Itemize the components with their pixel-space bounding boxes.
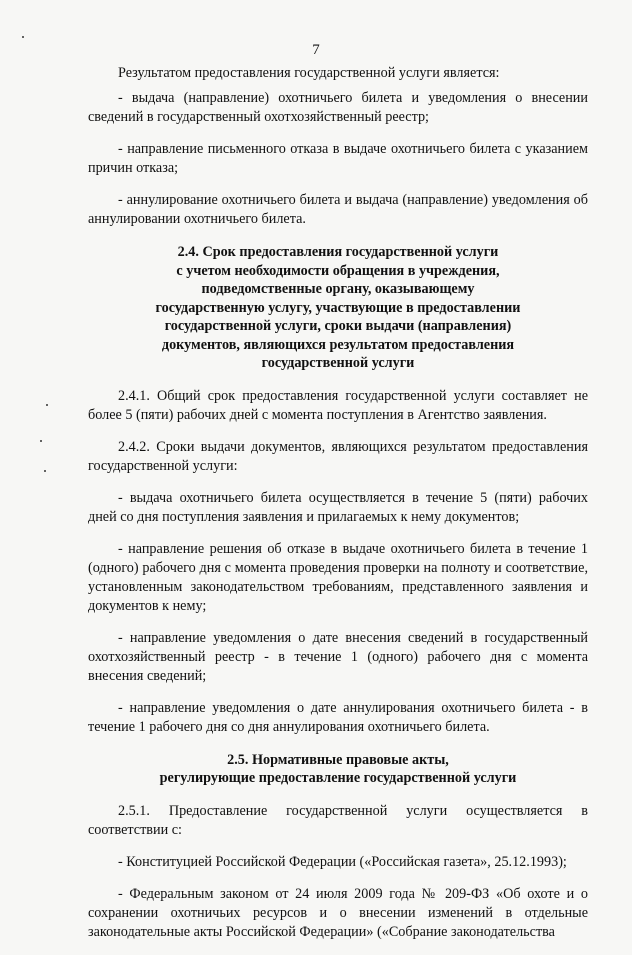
paragraph: - направление уведомления о дате внесения сведений в государственный охотхозяйственный реестр - в течение 1 (одного) рабочего дня с момента внесения сведений; xyxy=(88,629,588,684)
scan-speck xyxy=(46,404,48,406)
paragraph: - направление уведомления о дате аннулирования охотничьего билета - в течение 1 рабочего дня со дня аннулирования охотничьего билета. xyxy=(88,699,588,735)
page-number: 7 xyxy=(312,42,320,58)
paragraph: - Федеральным законом от 24 июля 2009 года № 209-ФЗ «Об охоте и о сохранении охотничьих ресурсов и о внесении изменений в отдельные законодательные акты Российской Федерации» («Собрание законодательства xyxy=(88,885,588,940)
paragraph: - выдача охотничьего билета осуществляется в течение 5 (пяти) рабочих дней со дня поступления заявления и прилагаемых к нему документов; xyxy=(88,489,588,525)
heading-line: с учетом необходимости обращения в учреждения, xyxy=(176,262,500,279)
heading-line: документов, являющихся результатом предоставления xyxy=(161,336,515,353)
section-heading-2-4 xyxy=(88,243,588,373)
paragraph: 2.5.1. Предоставление государственной услуги осуществляется в соответствии с: xyxy=(88,802,588,838)
paragraph: - выдача (направление) охотничьего билета и уведомления о внесении сведений в государственный охотхозяйственный реестр; xyxy=(88,90,588,125)
heading-line: подведомственные органу, оказывающему xyxy=(201,281,475,297)
heading-line: государственную услугу, участвующие в предоставлении xyxy=(155,299,521,316)
scan-speck xyxy=(22,36,24,38)
heading-line: государственной услуги, сроки выдачи (направления) xyxy=(164,318,512,334)
heading-line: 2.4. Срок предоставления государственной услуги xyxy=(177,244,499,260)
heading-line: 2.5. Нормативные правовые акты, xyxy=(227,751,449,768)
paragraph: Результатом предоставления государственной услуги является: xyxy=(118,65,500,81)
heading-line: регулирующие предоставление государственной услуги xyxy=(159,770,517,786)
scan-speck xyxy=(44,470,46,472)
document-body xyxy=(88,64,588,955)
paragraph: - Конституцией Российской Федерации («Российская газета», 25.12.1993); xyxy=(118,853,567,870)
paragraph: - направление решения об отказе в выдаче охотничьего билета в течение 1 (одного) рабочего дня с момента проведения проверки на полноту и соответствие, установленным законодательством требованиям, представленного заявления и документов к нему; xyxy=(88,540,588,614)
paragraph: 2.4.2. Сроки выдачи документов, являющихся результатом предоставления государственной услуги: xyxy=(88,438,588,474)
paragraph: 2.4.1. Общий срок предоставления государственной услуги составляет не более 5 (пяти) рабочих дней с момента поступления в Агентство заявления. xyxy=(88,387,588,423)
scan-speck xyxy=(40,440,42,442)
heading-line: государственной услуги xyxy=(261,355,415,371)
paragraph: - аннулирование охотничьего билета и выдача (направление) уведомления об аннулировании охотничьего билета. xyxy=(88,192,588,227)
paragraph: - направление письменного отказа в выдаче охотничьего билета с указанием причин отказа; xyxy=(88,141,588,176)
section-heading-2-5 xyxy=(88,751,588,788)
